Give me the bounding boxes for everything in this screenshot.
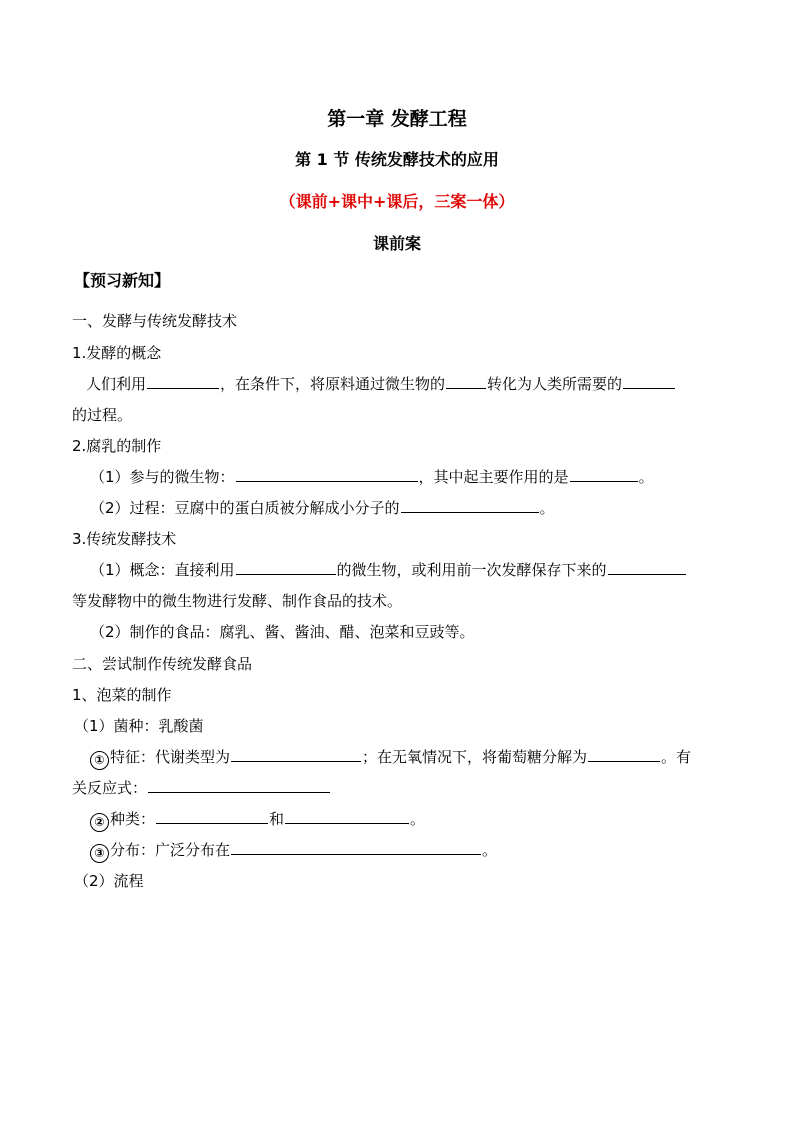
chapter-title: 第一章 发酵工程: [327, 108, 467, 130]
blank-field[interactable]: [401, 498, 539, 513]
blank-field[interactable]: [236, 560, 336, 575]
blank-field[interactable]: [148, 778, 330, 793]
strain-line: （1）菌种：乳酸菌: [74, 717, 204, 735]
case-title: 课前案: [372, 234, 421, 253]
part1-heading: 一、发酵与传统发酵技术: [72, 312, 238, 330]
blank-field[interactable]: [570, 467, 638, 482]
blank-field[interactable]: [446, 374, 486, 389]
q2-title: 2.腐乳的制作: [72, 437, 162, 455]
blank-field[interactable]: [231, 747, 361, 762]
c1-line: ① 特征：代谢类型为 ；在无氧情况下，将葡萄糖分解为 。有: [90, 747, 691, 770]
blank-field[interactable]: [236, 467, 418, 482]
q2-2-line: （2）过程：豆腐中的蛋白质被分解成小分子的 。: [90, 499, 555, 517]
flow-line: （2）流程: [74, 872, 144, 890]
blank-field[interactable]: [231, 840, 481, 855]
part2-sub1: 1、泡菜的制作: [72, 686, 172, 704]
q2-1-line: （1）参与的微生物： ，其中起主要作用的是 。: [90, 468, 654, 486]
subtitle: （课前+课中+课后，三案一体）: [279, 192, 515, 211]
q3-title: 3.传统发酵技术: [72, 530, 177, 548]
q3-2-line: （2）制作的食品：腐乳、酱、酱油、醋、泡菜和豆豉等。: [90, 623, 475, 641]
q3-1-line: （1）概念：直接利用 的微生物，或利用前一次发酵保存下来的: [90, 560, 687, 580]
c2-line: ② 种类： 和 。: [90, 809, 425, 832]
circle-number-2: ②: [90, 813, 109, 832]
blank-field[interactable]: [623, 374, 675, 389]
q1-line-end: 的过程。: [72, 406, 133, 424]
c1-line-end: 关反应式：: [72, 778, 331, 798]
q3-1-line-end: 等发酵物中的微生物进行发酵、制作食品的技术。: [72, 592, 403, 610]
blank-field[interactable]: [285, 809, 409, 824]
blank-field[interactable]: [156, 809, 268, 824]
q1-line: 人们利用 ，在条件下，将原料通过微生物的 转化为人类所需要的: [86, 374, 676, 394]
c3-line: ③ 分布：广泛分布在 。: [90, 840, 497, 863]
part2-heading: 二、尝试制作传统发酵食品: [72, 655, 253, 673]
circle-number-3: ③: [90, 844, 109, 863]
blank-field[interactable]: [147, 374, 219, 389]
q1-title: 1.发酵的概念: [72, 344, 162, 362]
blank-field[interactable]: [588, 747, 660, 762]
preview-heading: 【预习新知】: [74, 271, 171, 290]
blank-field[interactable]: [608, 560, 686, 575]
section-title: 第 1 节 传统发酵技术的应用: [295, 150, 499, 169]
circle-number-1: ①: [90, 751, 109, 770]
